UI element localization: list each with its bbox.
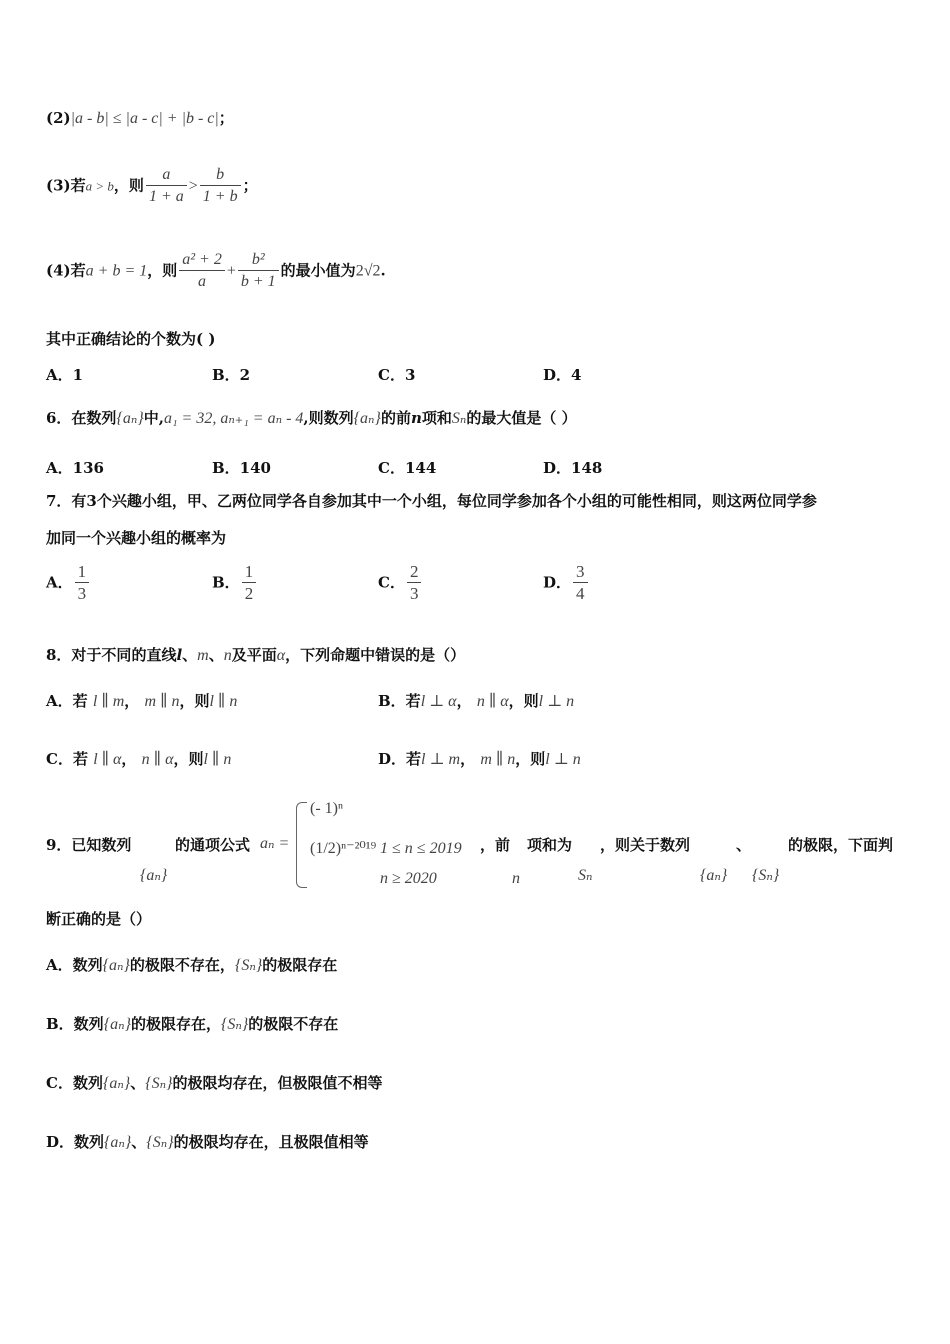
item-4-frac1: $\frac{\text{a² + 2}}{a}$ [179, 250, 225, 293]
q9-piecewise [296, 798, 481, 890]
item-3-frac1: $\frac{a}{1 + a}$ [146, 165, 187, 208]
item-3-end: ； [242, 176, 258, 195]
q8-l: l [176, 646, 183, 664]
q8-option-a: A．若 l ∥ m， m ∥ n，则l ∥ n [46, 692, 238, 710]
item-3-frac2: $\frac{b}{1 + b}$ [200, 165, 241, 208]
q7-option-b: B． $\frac{1}{2}$ [212, 562, 258, 605]
item-4-op: + [226, 262, 236, 280]
q6-seq: {aₙ} [116, 410, 144, 427]
item-3-label: (3)若 [46, 176, 86, 195]
q6-option-d: D．148 [543, 459, 603, 477]
q8-option-b: B．若l ⊥ α， n ∥ α，则l ⊥ n [378, 692, 575, 710]
q8-stem: 8．对于不同的直线l、m、n及平面α，下列命题中错误的是（） [46, 646, 466, 664]
q6-seq2: {aₙ} [353, 410, 381, 427]
q8-alpha: α [276, 647, 286, 664]
q9-stem-d: 项和为 [527, 836, 573, 854]
item-3-op: > [188, 177, 198, 195]
q9-stem-c: ，前 [480, 836, 511, 854]
q9-stem-e: ，则关于数列 [600, 836, 691, 854]
q8-option-c: C．若 l ∥ α， n ∥ α，则l ∥ n [46, 750, 232, 768]
q7-line1: 7．有3个兴趣小组，甲、乙两位同学各自参加其中一个小组，每位同学参加各个小组的可能性相同，则这两位同学参 [46, 492, 817, 510]
q5-option-a: A．1 [46, 366, 84, 384]
q9-stem-a: 9．已知数列 [46, 836, 132, 854]
q8-m: m [197, 647, 209, 664]
q9-an: aₙ = [260, 835, 290, 852]
q9-case2: (1/2)ⁿ⁻²⁰¹⁹ [310, 840, 377, 857]
q9-sep: 、 [736, 836, 752, 854]
q9-seq2: {aₙ} [700, 867, 728, 884]
q9-sn: Sₙ [578, 867, 593, 884]
q5-option-d: D．4 [543, 366, 582, 384]
q9-brace [296, 802, 307, 888]
item-4-frac2: $\frac{\text{b²}}{b + 1}$ [238, 250, 279, 293]
item-2-expr: |a - b| ≤ |a - c| + |b - c| [70, 110, 219, 127]
q7-option-a: A． $\frac{1}{3}$ [46, 562, 91, 605]
q5-option-c: C．3 [378, 366, 416, 384]
q9-stem-b: 的通项公式 [175, 836, 251, 854]
q6-stem-d: 的前 [380, 409, 411, 427]
item-4 [46, 250, 386, 293]
item-4-cond: a + b = 1 [85, 262, 148, 280]
q6-option-c: C．144 [378, 459, 437, 477]
q6-option-a: A．136 [46, 459, 104, 477]
item-4-end: . [380, 261, 386, 280]
q6-stem-e: 项和 [421, 409, 452, 427]
q6-n: n [410, 409, 422, 427]
item-3-cond: a > b [85, 178, 114, 194]
q9-seq: {aₙ} [140, 867, 168, 884]
q6-option-b: B．140 [212, 459, 271, 477]
q8-option-d: D．若l ⊥ m， m ∥ n，则l ⊥ n [378, 750, 581, 768]
q9-case1-cond: 1 ≤ n ≤ 2019 [380, 840, 462, 857]
item-4-tail: 的最小值为 [280, 261, 356, 280]
q6-sn: Sₙ [451, 410, 467, 427]
q6-stem-f: 的最大值是（ ） [466, 409, 577, 427]
q8-n: n [223, 647, 232, 664]
q6-cond: a₁ = 32, aₙ₊₁ = aₙ - 4 [163, 410, 304, 427]
q7-option-c: C． $\frac{2}{3}$ [378, 562, 423, 605]
item-4-then: ，则 [147, 261, 178, 280]
item-2-label: (2) [46, 109, 71, 127]
q5-stem: 其中正确结论的个数为( ) [46, 330, 216, 348]
q9-option-c: C．数列{aₙ}、{Sₙ}的极限均存在，但极限值不相等 [46, 1074, 383, 1092]
q9-option-b: B．数列{aₙ}的极限存在，{Sₙ}的极限不存在 [46, 1015, 339, 1033]
item-3-then: ，则 [113, 176, 144, 195]
q9-case2-cond: n ≥ 2020 [380, 870, 437, 887]
item-4-value: 2√2 [355, 262, 381, 280]
item-3 [46, 165, 258, 208]
q9-option-d: D．数列{aₙ}、{Sₙ}的极限均存在，且极限值相等 [46, 1133, 369, 1151]
q9-sn2: {Sₙ} [752, 867, 780, 884]
q6-stem-c: ,则数列 [303, 409, 354, 427]
item-2-end: ； [218, 109, 234, 127]
q6-stem [46, 408, 577, 429]
q9-line2: 断正确的是（） [46, 910, 152, 928]
q6-stem-a: 6．在数列 [46, 409, 117, 427]
q9-n: n [512, 870, 520, 887]
item-2 [46, 108, 234, 129]
q9-option-a: A．数列{aₙ}的极限不存在，{Sₙ}的极限存在 [46, 956, 338, 974]
q9-case1: (- 1)ⁿ [310, 800, 344, 817]
q7-line2: 加同一个兴趣小组的概率为 [46, 529, 227, 547]
q7-option-d: D． $\frac{3}{4}$ [543, 562, 590, 605]
q9-stem-f: 的极限，下面判 [788, 836, 894, 854]
q5-option-b: B．2 [212, 366, 251, 384]
q6-stem-b: 中, [143, 409, 164, 427]
item-4-label: (4)若 [46, 261, 86, 280]
